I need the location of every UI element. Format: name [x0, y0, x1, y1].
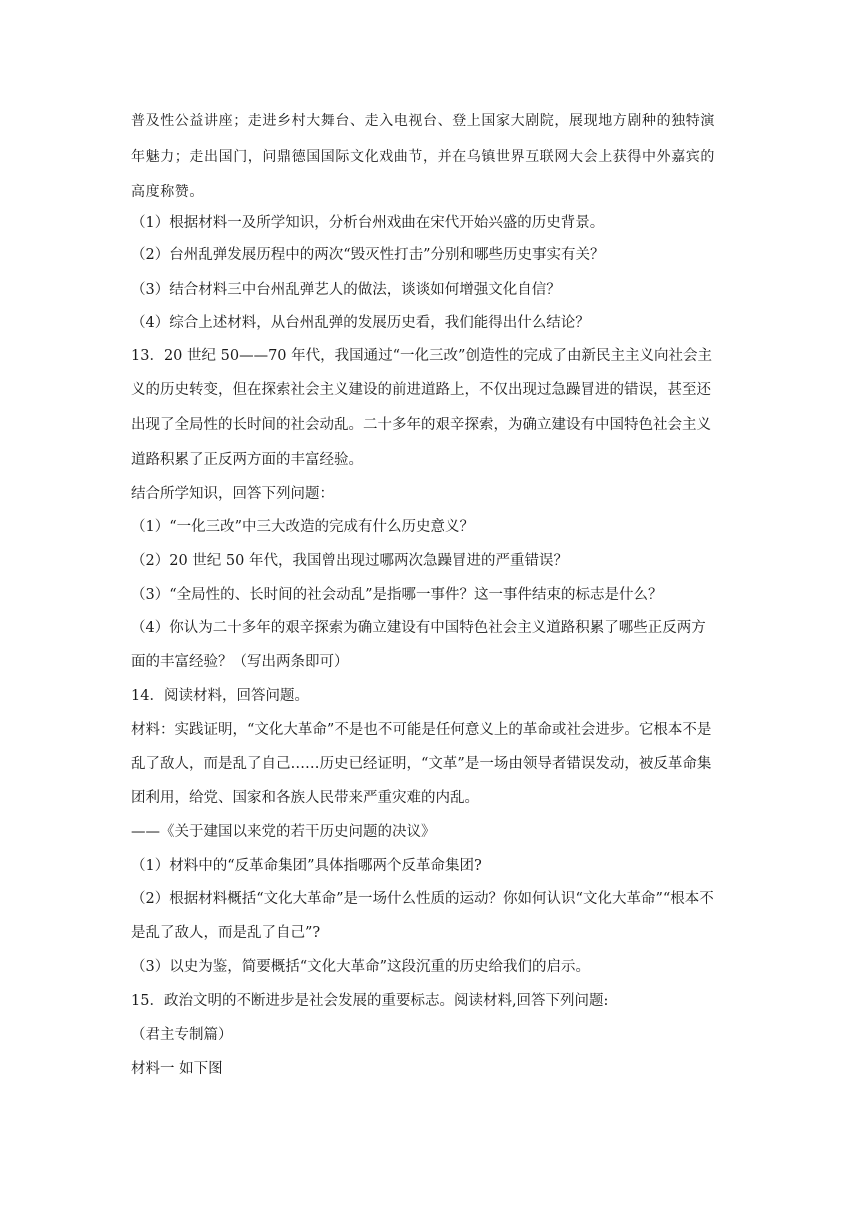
- q14-sub-2-line-2: 是乱了敌人，而是乱了自己”?: [131, 925, 321, 941]
- q15-section: （君主专制篇）: [131, 1027, 233, 1043]
- q13-sub-4-line-2: 面的丰富经验？（写出两条即可）: [131, 654, 349, 670]
- q12-sub-3: （3）结合材料三中台州乱弹艺人的做法，谈谈如何增强文化自信？: [131, 282, 561, 298]
- q14-sub-1: （1）材料中的“反革命集团”具体指哪两个反革命集团?: [131, 858, 482, 874]
- q14-stem: 14．阅读材料，回答问题。: [131, 688, 309, 704]
- q12-sub-4: （4）综合上述材料，从台州乱弹的发展历史看，我们能得出什么结论？: [131, 315, 590, 331]
- q14-material-line-1: 材料：实践证明，“文化大革命”不是也不可能是任何意义上的革命或社会进步。它根本不是: [131, 722, 712, 738]
- q13-stem-line-4: 道路积累了正反两方面的丰富经验。: [131, 452, 363, 468]
- q13-stem-line-3: 出现了全局性的长时间的社会动乱。二十多年的艰辛探索，为确立建设有中国特色社会主义: [131, 417, 711, 433]
- q15-material-label: 材料一 如下图: [131, 1061, 223, 1077]
- q12-sub-2: （2）台州乱弹发展历程中的两次“毁灭性打击”分别和哪些历史事实有关？: [131, 247, 605, 263]
- q13-stem-line-1: 13．20 世纪 50——70 年代，我国通过“一化三改”创造性的完成了由新民主主义向社会主: [131, 348, 712, 364]
- q13-instruction: 结合所学知识，回答下列问题：: [131, 486, 334, 502]
- q13-stem-line-2: 义的历史转变，但在探索社会主义建设的前进道路上，不仅出现过急躁冒进的错误，甚至还: [131, 382, 711, 398]
- intro-line-2: 年魅力；走出国门，问鼎德国国际文化戏曲节，并在乌镇世界互联网大会上获得中外嘉宾的: [131, 149, 715, 165]
- q12-sub-1: （1）根据材料一及所学知识，分析台州戏曲在宋代开始兴盛的历史背景。: [131, 215, 605, 231]
- q15-stem: 15．政治文明的不断进步是社会发展的重要标志。阅读材料,回答下列问题:: [131, 993, 609, 1009]
- q13-sub-2: （2）20 世纪 50 年代，我国曾出现过哪两次急躁冒进的严重错误？: [131, 553, 568, 569]
- q13-sub-3: （3）“全局性的、长时间的社会动乱”是指哪一事件？这一事件结束的标志是什么？: [131, 587, 663, 603]
- q13-sub-4-line-1: （4）你认为二十多年的艰辛探索为确立建设有中国特色社会主义道路积累了哪些正反两方: [131, 620, 706, 636]
- intro-line-1: 普及性公益讲座；走进乡村大舞台、走入电视台、登上国家大剧院，展现地方剧种的独特演: [131, 113, 715, 129]
- q14-material-line-3: 团利用，给党、国家和各族人民带来严重灾难的内乱。: [131, 790, 479, 806]
- q14-source: ——《关于建国以来党的若干历史问题的决议》: [131, 824, 436, 840]
- q14-material-line-2: 乱了敌人，而是乱了自己……历史已经证明，“文革”是一场由领导者错误发动，被反革命集: [131, 756, 712, 772]
- q13-sub-1: （1）“一化三改”中三大改造的完成有什么历史意义？: [131, 519, 475, 535]
- q14-sub-2-line-1: （2）根据材料概括“文化大革命”是一场什么性质的运动？你如何认识“文化大革命”“根本不: [131, 891, 714, 907]
- q14-sub-3: （3）以史为鉴，简要概括“文化大革命”这段沉重的历史给我们的启示。: [131, 959, 591, 975]
- intro-line-3: 高度称赞。: [131, 184, 204, 200]
